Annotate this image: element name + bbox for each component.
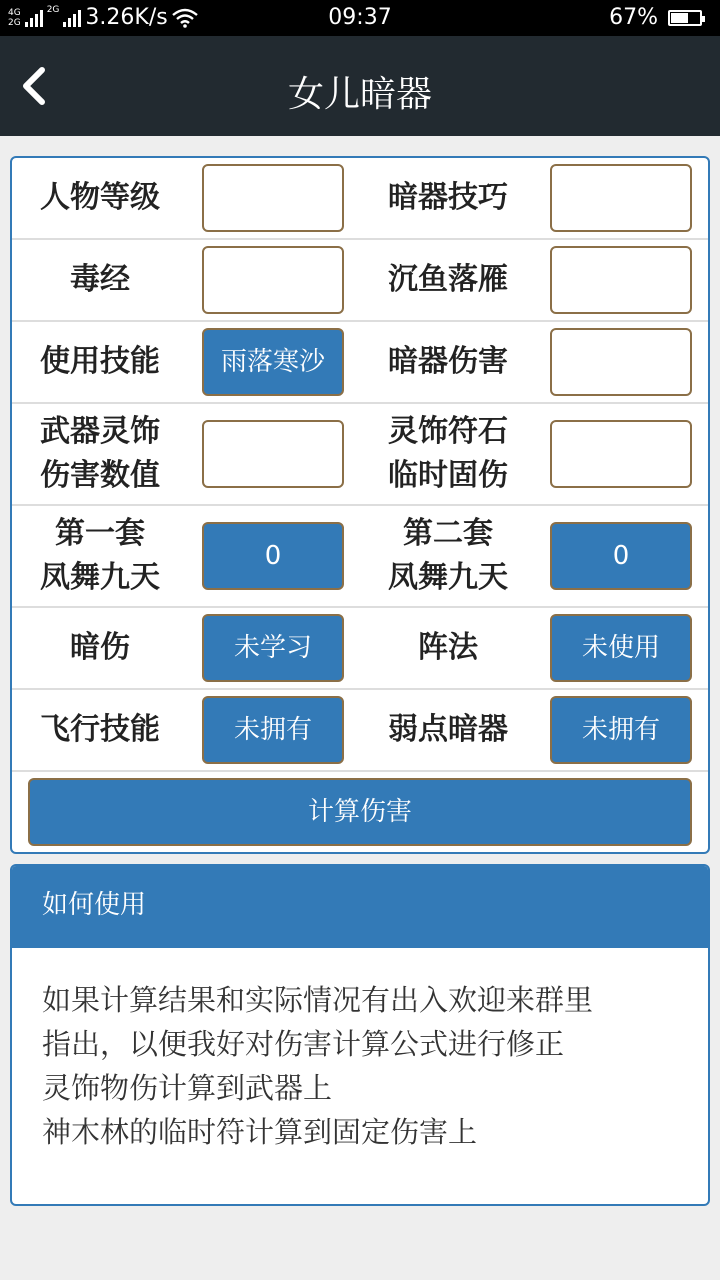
form-row-level [12,158,708,240]
use-skill-label: 使用技能 [40,344,160,379]
app-bar [0,36,720,136]
battery-icon [668,10,702,26]
weapon-ornament-label-line1: 武器灵饰 [40,414,160,449]
hidden-weapon-skill-input[interactable] [550,164,692,232]
chenyu-label: 沉鱼落雁 [388,262,508,297]
battery-fill [671,13,688,23]
help-line: 神木林的临时符计算到固定伤害上 [42,1115,478,1149]
battery-indicators [609,5,702,30]
network-type-2: 2G [46,5,60,15]
hidden-weapon-damage-label: 暗器伤害 [388,344,508,379]
calculate-damage-button[interactable]: 计算伤害 [28,778,692,846]
set2-label-line2: 凤舞九天 [388,560,508,595]
calculator-form [10,156,710,854]
set2-label-line1: 第二套 [403,516,493,551]
weak-point-label: 弱点暗器 [388,712,508,747]
battery-percent: 67% [609,5,658,30]
help-line: 灵饰物伤计算到武器上 [42,1071,333,1105]
set2-button[interactable]: 0 [550,522,692,590]
set1-label [12,512,188,600]
form-row-skill [12,322,708,404]
talisman-label-line2: 临时固伤 [388,458,508,493]
help-line: 如果计算结果和实际情况有出入欢迎来群里 [42,983,594,1017]
help-text [42,978,682,1154]
flying-skill-button[interactable]: 未拥有 [202,696,344,764]
dark-injury-label: 暗伤 [70,630,130,665]
network-type-bottom: 2G [8,17,21,28]
dark-injury-button[interactable]: 未学习 [202,614,344,682]
character-level-label: 人物等级 [40,180,160,215]
form-row-ornament [12,404,708,506]
network-type-top: 4G [8,7,21,18]
set2-label [360,512,536,600]
set1-button[interactable]: 0 [202,522,344,590]
clock: 09:37 [328,5,392,30]
weapon-ornament-input[interactable] [202,420,344,488]
form-row-flying [12,690,708,772]
page-title: 女儿暗器 [287,74,432,115]
form-row-poison [12,240,708,322]
talisman-label-line1: 灵饰符石 [388,414,508,449]
chenyu-input[interactable] [550,246,692,314]
form-row-injury [12,608,708,690]
set1-label-line2: 凤舞九天 [40,560,160,595]
network-speed: 3.26K/s [85,5,168,30]
help-line: 指出，以便我好对伤害计算公式进行修正 [42,1027,565,1061]
character-level-input[interactable] [202,164,344,232]
hidden-weapon-damage-input[interactable] [550,328,692,396]
flying-skill-label: 飞行技能 [40,712,160,747]
help-panel [10,864,710,1206]
poison-label: 毒经 [70,262,130,297]
hidden-weapon-skill-label: 暗器技巧 [388,180,508,215]
status-bar [0,0,720,36]
talisman-input[interactable] [550,420,692,488]
talisman-label [360,410,536,498]
use-skill-button[interactable]: 雨落寒沙 [202,328,344,396]
weak-point-button[interactable]: 未拥有 [550,696,692,764]
form-row-sets [12,506,708,608]
poison-input[interactable] [202,246,344,314]
weapon-ornament-label-line2: 伤害数值 [40,458,160,493]
formation-label: 阵法 [418,630,478,665]
help-title: 如何使用 [12,866,708,948]
weapon-ornament-label [12,410,188,498]
formation-button[interactable]: 未使用 [550,614,692,682]
set1-label-line1: 第一套 [55,516,145,551]
